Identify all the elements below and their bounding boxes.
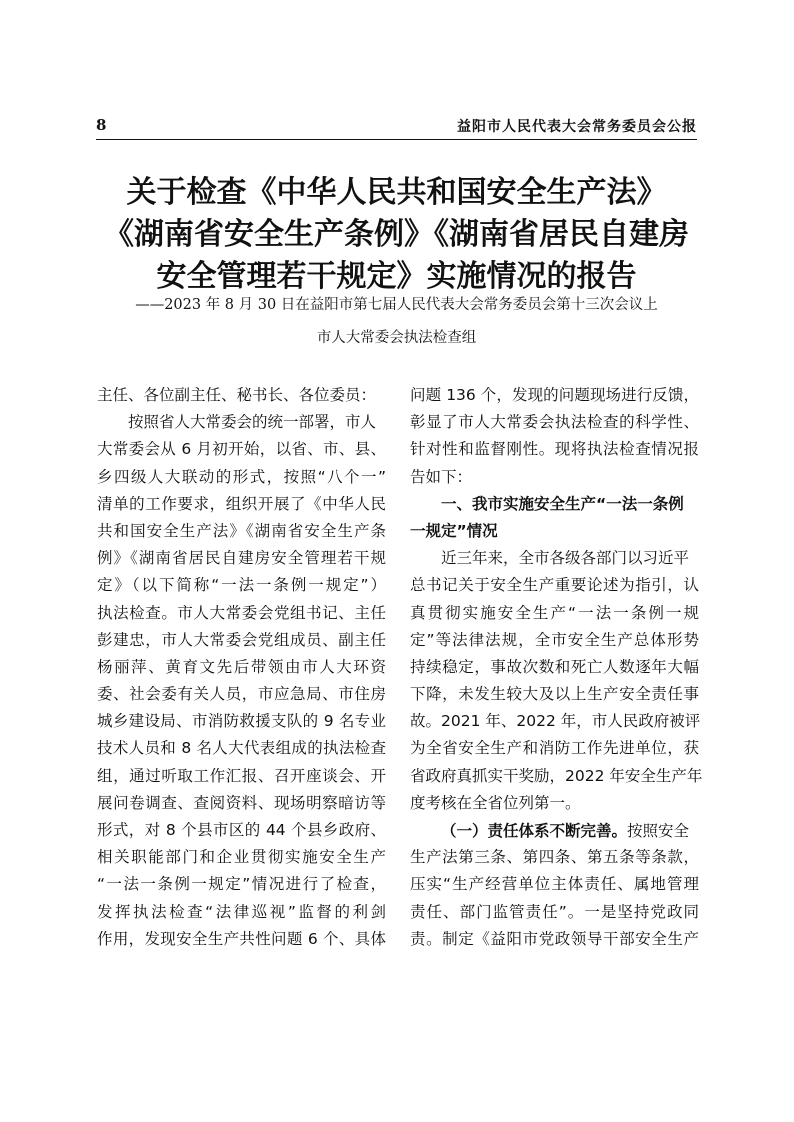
body-line: 持续稳定，事故次数和死亡人数逐年大幅 xyxy=(410,657,699,676)
title-line: 安全管理若干规定》实施情况的报告 xyxy=(156,259,637,294)
body-line: 彭建忠，市人大常委会党组成员、副主任 xyxy=(97,630,386,649)
header-rule xyxy=(96,139,697,140)
body-line: 省政府真抓实干奖励，2022 年安全生产年 xyxy=(410,766,703,785)
report-title xyxy=(96,172,697,298)
body-line: 故。2021 年、2022 年，市人民政府被评 xyxy=(410,712,701,731)
title-line: 关于检查《中华人民共和国安全生产法》 xyxy=(126,175,667,210)
body-line: 形式，对 8 个县市区的 44 个县乡政府、 xyxy=(97,821,386,839)
body-line xyxy=(410,817,699,844)
body-line: 技术人员和 8 名人大代表组成的执法检查 xyxy=(97,739,386,758)
body-line: 作用，发现安全生产共性问题 6 个、具体 xyxy=(97,929,386,948)
body-line: 问题 136 个，发现的问题现场进行反馈， xyxy=(410,386,699,404)
journal-title: 益阳市人民代表大会常务委员会公报 xyxy=(457,119,697,135)
body-line: 总书记关于安全生产重要论述为指引，认 xyxy=(410,576,699,595)
body-line: 例》《湖南省居民自建房安全管理若干规 xyxy=(97,549,386,568)
body-line: 展问卷调查、查阅资料、现场明察暗访等 xyxy=(97,793,386,812)
left-column xyxy=(97,382,386,953)
body-line: 清单的工作要求，组织开展了《中华人民 xyxy=(97,494,386,513)
body-line: 执法检查。市人大常委会党组书记、主任 xyxy=(97,603,386,622)
body-line: 大常委会从 6 月初开始，以省、市、县、 xyxy=(97,440,386,459)
section-heading: 一、我市实施安全生产“一法一条例 xyxy=(441,494,684,513)
body-line: 相关职能部门和企业贯彻实施安全生产 xyxy=(97,848,386,867)
title-line: 《湖南省安全生产条例》《湖南省居民自建房 xyxy=(104,217,689,252)
body-line: 压实“生产经营单位主体责任、属地管理 xyxy=(410,875,699,894)
body-line: 生产法第三条、第四条、第五条等条款， xyxy=(410,848,699,867)
subsection-heading: （一）责任体系不断完善。 xyxy=(441,821,628,840)
body-line: 按照省人大常委会的统一部署，市人 xyxy=(128,413,377,432)
body-line: 真贯彻实施安全生产“一法一条例一规 xyxy=(410,603,699,622)
body-line: 责。制定《益阳市党政领导干部安全生产 xyxy=(410,929,699,948)
body-line: 近三年来，全市各级各部门以习近平 xyxy=(441,549,690,568)
body-line: 彰显了市人大常委会执法检查的科学性、 xyxy=(410,413,699,432)
report-subtitle: ——2023 年 8 月 30 日在益阳市第七届人民代表大会常务委员会第十三次会议上 xyxy=(135,297,658,313)
body-line: “一法一条例一规定”情况进行了检查， xyxy=(97,875,386,894)
body-line: 定》（以下简称“一法一条例一规定”） xyxy=(97,576,386,595)
body-line: 组，通过听取工作汇报、召开座谈会、开 xyxy=(97,766,386,785)
body-line: 告如下： xyxy=(410,467,473,486)
body-line: 为全省安全生产和消防工作先进单位，获 xyxy=(410,739,699,758)
body-text: 按照安全 xyxy=(627,822,690,840)
body-line: 杨丽萍、黄育文先后带领由市人大环资 xyxy=(97,657,386,676)
body-line: 委、社会委有关人员，市应急局、市住房 xyxy=(97,685,386,704)
page-header xyxy=(96,114,697,142)
body-line: 针对性和监督刚性。现将执法检查情况报 xyxy=(410,440,699,459)
section-heading: 一规定”情况 xyxy=(410,521,498,540)
body-line: 共和国安全生产法》《湖南省安全生产条 xyxy=(97,521,386,540)
body-line: 发挥执法检查“法律巡视”监督的利剑 xyxy=(97,902,386,921)
body-line: 城乡建设局、市消防救援支队的 9 名专业 xyxy=(97,712,386,731)
page-number: 8 xyxy=(96,116,107,134)
body-line: 定”等法律法规，全市安全生产总体形势 xyxy=(410,630,699,649)
body-line: 乡四级人大联动的形式，按照“八个一” xyxy=(97,467,386,486)
salutation: 主任、各位副主任、秘书长、各位委员： xyxy=(97,386,377,404)
body-line: 度考核在全省位列第一。 xyxy=(410,793,581,812)
body-line: 责任、部门监管责任”。一是坚持党政同 xyxy=(410,902,699,921)
report-byline: 市人大常委会执法检查组 xyxy=(316,330,477,346)
body-line: 下降，未发生较大及以上生产安全责任事 xyxy=(410,685,699,704)
right-column xyxy=(410,382,703,953)
